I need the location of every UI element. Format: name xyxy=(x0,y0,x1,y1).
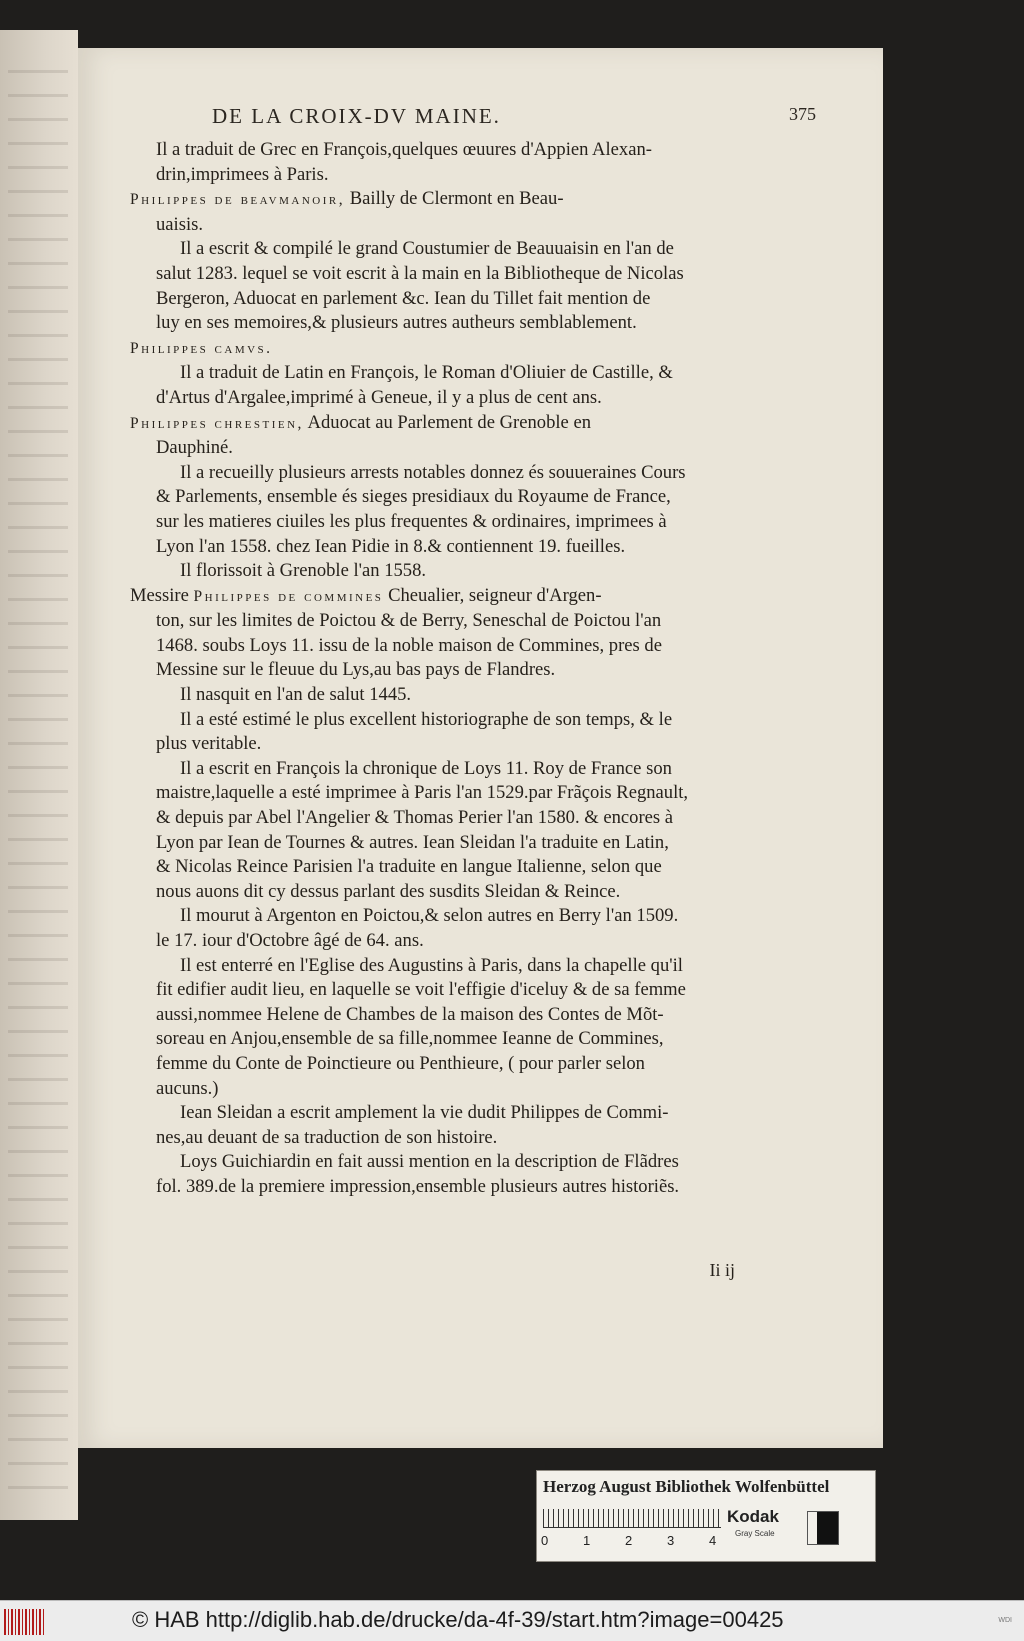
text-line: d'Artus d'Argalee,imprimé à Geneue, il y a plus de cent ans. xyxy=(156,386,602,408)
text-line: Messine sur le fleuue du Lys,au bas pays de Flandres. xyxy=(156,659,556,681)
page-number: 375 xyxy=(789,104,816,124)
author-name: Philippes camvs. xyxy=(130,339,273,357)
text-line: Il a traduit de Grec en François,quelques œuures d'Appien Alexan- xyxy=(156,139,652,160)
text-line: Bergeron, Aduocat en parlement &c. Iean du Tillet fait mention de xyxy=(156,287,651,309)
text-line: uaisis. xyxy=(156,213,204,235)
text-line: Lyon l'an 1558. chez Iean Pidie in 8.& contiennent 19. fueilles. xyxy=(156,535,626,557)
institution-label: Herzog August Bibliothek Wolfenbüttel xyxy=(543,1477,830,1496)
text-line: femme du Conte de Poinctieure ou Penthieure, ( pour parler selon xyxy=(156,1052,645,1074)
footer-mark: WDI xyxy=(998,1617,1012,1624)
left-page-text-bleed xyxy=(8,70,68,1490)
body-text xyxy=(130,138,820,1200)
text-line: Il florissoit à Grenoble l'an 1558. xyxy=(180,560,427,582)
entry-heading-line xyxy=(130,336,820,362)
text-line: Dauphiné. xyxy=(156,437,233,459)
author-name: Philippes de commines xyxy=(193,587,384,605)
text-line: aucuns.) xyxy=(156,1077,219,1099)
entry-heading-rest: Bailly de Clermont en Beau- xyxy=(345,188,564,210)
entry-heading-line xyxy=(130,187,820,213)
barcode-icon xyxy=(4,1609,46,1635)
gray-scale-label: Gray Scale xyxy=(735,1529,775,1538)
entry-heading-line xyxy=(130,411,820,437)
color-scale-ruler xyxy=(536,1470,876,1562)
text-line: Lyon par Iean de Tournes & autres. Iean Sleidan l'a traduite en Latin, xyxy=(156,831,669,853)
ruler-number: 1 xyxy=(583,1533,591,1548)
ruler-number: 3 xyxy=(667,1533,675,1548)
text-line: aussi,nommee Helene de Chambes de la maison des Contes de Mõt- xyxy=(156,1003,664,1025)
text-line: Il mourut à Argenton en Poictou,& selon autres en Berry l'an 1509. xyxy=(180,905,679,927)
text-line: le 17. iour d'Octobre âgé de 64. ans. xyxy=(156,930,424,951)
left-page-edge xyxy=(0,30,78,1520)
text-line: maistre,laquelle a esté imprimee à Paris l'an 1529.par Frãçois Regnault, xyxy=(156,782,689,804)
author-name: Philippes de beavmanoir, xyxy=(130,191,346,209)
text-line: fit edifier audit lieu, en laquelle se voit l'effigie d'iceluy & de sa femme xyxy=(156,979,686,1001)
running-title: DE LA CROIX-DV MAINE. xyxy=(212,104,501,128)
author-name: Philippes chrestien, xyxy=(130,414,304,432)
text-line: ton, sur les limites de Poictou & de Berry, Seneschal de Poictou l'an xyxy=(156,610,662,632)
text-line: nous auons dit cy dessus parlant des susdits Sleidan & Reince. xyxy=(156,880,621,902)
footer-bar xyxy=(0,1600,1024,1641)
text-line: Il est enterré en l'Eglise des Augustins à Paris, dans la chapelle qu'il xyxy=(180,954,683,976)
kodak-logo: Kodak xyxy=(727,1507,779,1526)
text-line: Il a traduit de Latin en François, le Roman d'Oliuier de Castille, & xyxy=(180,362,673,384)
text-line: Il a escrit en François la chronique de Loys 11. Roy de France son xyxy=(180,757,672,779)
text-line: Il a recueilly plusieurs arrests notables donnez és souueraines Cours xyxy=(180,461,686,483)
text-line: Il a escrit & compilé le grand Coustumier de Beauuaisin en l'an de xyxy=(180,238,674,260)
text-line: plus veritable. xyxy=(156,733,262,755)
ruler-number: 0 xyxy=(541,1533,549,1548)
text-line: salut 1283. lequel se voit escrit à la main en la Bibliotheque de Nicolas xyxy=(156,262,684,284)
page-content xyxy=(130,104,820,1280)
text-line: 1468. soubs Loys 11. issu de la noble maison de Commines, pres de xyxy=(156,634,662,656)
entry-heading-rest: Aduocat au Parlement de Grenoble en xyxy=(303,411,592,433)
text-line: Loys Guichiardin en fait aussi mention en la description de Flãdres xyxy=(180,1151,679,1173)
footer-url[interactable]: © HAB http://diglib.hab.de/drucke/da-4f-39/start.htm?image=00425 xyxy=(132,1607,784,1632)
text-line: & Parlements, ensemble és sieges presidiaux du Royaume de France, xyxy=(156,486,671,508)
entry-heading-line xyxy=(130,584,820,610)
book-page xyxy=(78,48,883,1448)
text-line: Iean Sleidan a escrit amplement la vie dudit Philippes de Commi- xyxy=(180,1102,669,1124)
ruler-number: 4 xyxy=(709,1533,717,1548)
text-line: nes,au deuant de sa traduction de son histoire. xyxy=(156,1126,498,1148)
text-line: Il nasquit en l'an de salut 1445. xyxy=(180,684,412,706)
ruler-number: 2 xyxy=(625,1533,633,1548)
text-line: & Nicolas Reince Parisien l'a traduite en langue Italienne, selon que xyxy=(156,856,662,878)
signature-mark: Ii ij xyxy=(709,1260,735,1280)
text-line: fol. 389.de la premiere impression,ensemble plusieurs autres historiẽs. xyxy=(156,1175,680,1197)
ruler-scale-ticks xyxy=(543,1509,721,1528)
text-line: drin,imprimees à Paris. xyxy=(156,163,329,185)
text-line: luy en ses memoires,& plusieurs autres autheurs semblablement. xyxy=(156,312,637,334)
entry-heading-rest: Cheualier, seigneur d'Argen- xyxy=(383,584,602,606)
entry-heading-pre: Messire xyxy=(130,584,194,606)
running-head xyxy=(130,104,820,134)
text-line: sur les matieres ciuiles les plus frequentes & ordinaires, imprimees à xyxy=(156,510,667,532)
text-line: Il a esté estimé le plus excellent historiographe de son temps, & le xyxy=(180,708,673,730)
text-line: soreau en Anjou,ensemble de sa fille,nommee Ieanne de Commines, xyxy=(156,1028,664,1050)
text-line: & depuis par Abel l'Angelier & Thomas Perier l'an 1580. & encores à xyxy=(156,807,674,829)
gray-patch xyxy=(807,1511,839,1545)
